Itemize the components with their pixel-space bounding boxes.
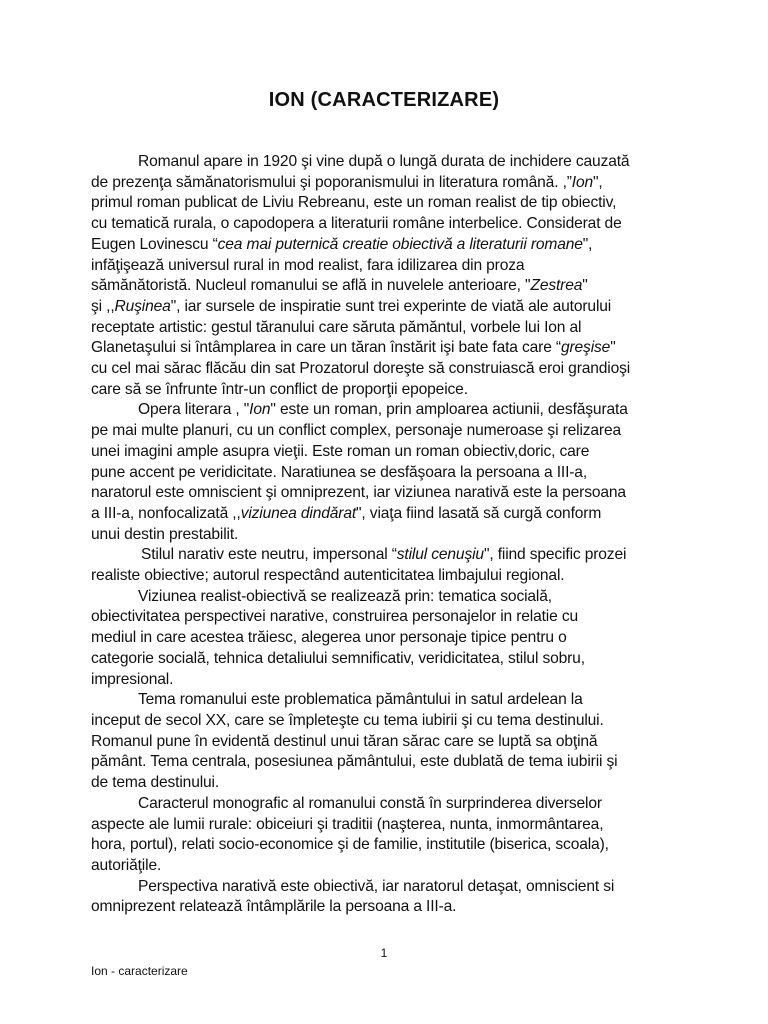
text-line: şi ,,Ruşinea", iar sursele de inspiratie sunt trei experinte de viată ale autorului	[91, 297, 612, 315]
text-line: Romanul apare in 1920 şi vine după o lungă durata de inchidere cauzată	[138, 153, 630, 170]
text-line: Tema romanului este problematica pământului in satul ardelean la	[138, 691, 583, 709]
document-title: ION (CARACTERIZARE)	[268, 89, 500, 111]
text-line: infăţişează universul rural in mod realist, fara idilizarea din proza	[91, 256, 525, 274]
text-line: pe mai multe planuri, cu un conflict complex, personaje numeroase şi relizarea	[91, 422, 622, 440]
text-line: unui destin prestabilit.	[91, 525, 239, 543]
text-line: autoriăţile.	[91, 856, 162, 874]
page-number: 1	[380, 946, 388, 960]
text-line: Viziunea realist-obiectivă se realizează prin: tematica socială,	[138, 587, 552, 605]
text-line: mediul in care acestea trăiesc, alegerea unor personaje tipice pentru o	[91, 629, 567, 647]
text-line: receptate artistic: gestul tăranului care săruta pămăntul, vorbele lui Ion al	[91, 318, 582, 336]
text-line: Caracterul monografic al romanului constă în surprinderea diverselor	[138, 794, 602, 812]
text-line: pământ. Tema centrala, posesiunea pământului, este dublată de tema iubirii şi	[91, 753, 618, 771]
text-line: a III-a, nonfocalizată ,,viziunea dindărat", viaţa fiind lasată să curgă conform	[91, 504, 602, 522]
text-line: obiectivitatea perspectivei narative, construirea personajelor in relatie cu	[91, 608, 578, 626]
text-line: de prezenţa sămănatorismului şi poporanismului in literatura română. ,”Ion",	[91, 173, 603, 191]
text-line: Perspectiva narativă este obiectivă, iar naratorul detaşat, omniscient si	[138, 877, 615, 895]
text-line: unei imagini ample asupra vieţii. Este roman un roman obiectiv,doric, care	[91, 442, 590, 460]
footer-label: Ion - caracterizare	[91, 964, 188, 978]
text-line: cu cel mai sărac flăcău din sat Prozatorul doreşte să construiască eroi grandioşi	[91, 360, 631, 378]
text-line: Glanetaşului si întâmplarea in care un tăran înstărit işi bate fata care “greşise"	[91, 339, 616, 357]
text-line: impresional.	[91, 670, 174, 688]
text-line: Opera literara , "Ion" este un roman, prin amploarea actiunii, desfăşurata	[138, 401, 628, 419]
text-line: pune accent pe veridicitate. Naratiunea se desfăşoara la persoana a III-a,	[91, 463, 588, 481]
text-line: omniprezent relatează întâmplările la persoana a III-a.	[91, 898, 457, 916]
text-line: sămănătoristă. Nucleul romanului se află in nuvelele anterioare, "Zestrea"	[91, 277, 588, 295]
text-line: inceput de secol XX, care se împleteşte cu tema iubirii şi cu tema destinului.	[91, 711, 604, 729]
text-line: realiste obiective; autorul respectând autenticitatea limbajului regional.	[91, 567, 565, 585]
document-body	[91, 152, 681, 918]
text-line: cu tematică rurala, o capodopera a literaturii române interbelice. Considerat de	[91, 215, 622, 233]
text-line: Romanul pune în evidentă destinul unui tăran sărac care se luptă sa obţină	[91, 732, 598, 750]
text-line: Stilul narativ este neutru, impersonal “stilul cenuşiu", fiind specific prozei	[141, 546, 627, 564]
text-line: Eugen Lovinescu “cea mai puternică creatie obiectivă a literaturii romane",	[91, 235, 593, 253]
text-line: de tema destinului.	[91, 774, 220, 792]
text-line: naratorul este omniscient şi omniprezent, iar viziunea narativă este la persoana	[91, 484, 626, 502]
text-line: care să se înfrunte într-un conflict de proporţii epopeice.	[91, 380, 468, 398]
text-line: primul roman publicat de Liviu Rebreanu, este un roman realist de tip obiectiv,	[91, 194, 617, 212]
text-line: hora, portul), relati socio-economice şi de familie, institutile (biserica, scoala),	[91, 836, 609, 854]
text-line: categorie socială, tehnica detaliului semnificativ, veridicitatea, stilul sobru,	[91, 649, 585, 667]
text-line: aspecte ale lumii rurale: obiceiuri şi traditii (naşterea, nunta, inmormântarea,	[91, 815, 604, 833]
